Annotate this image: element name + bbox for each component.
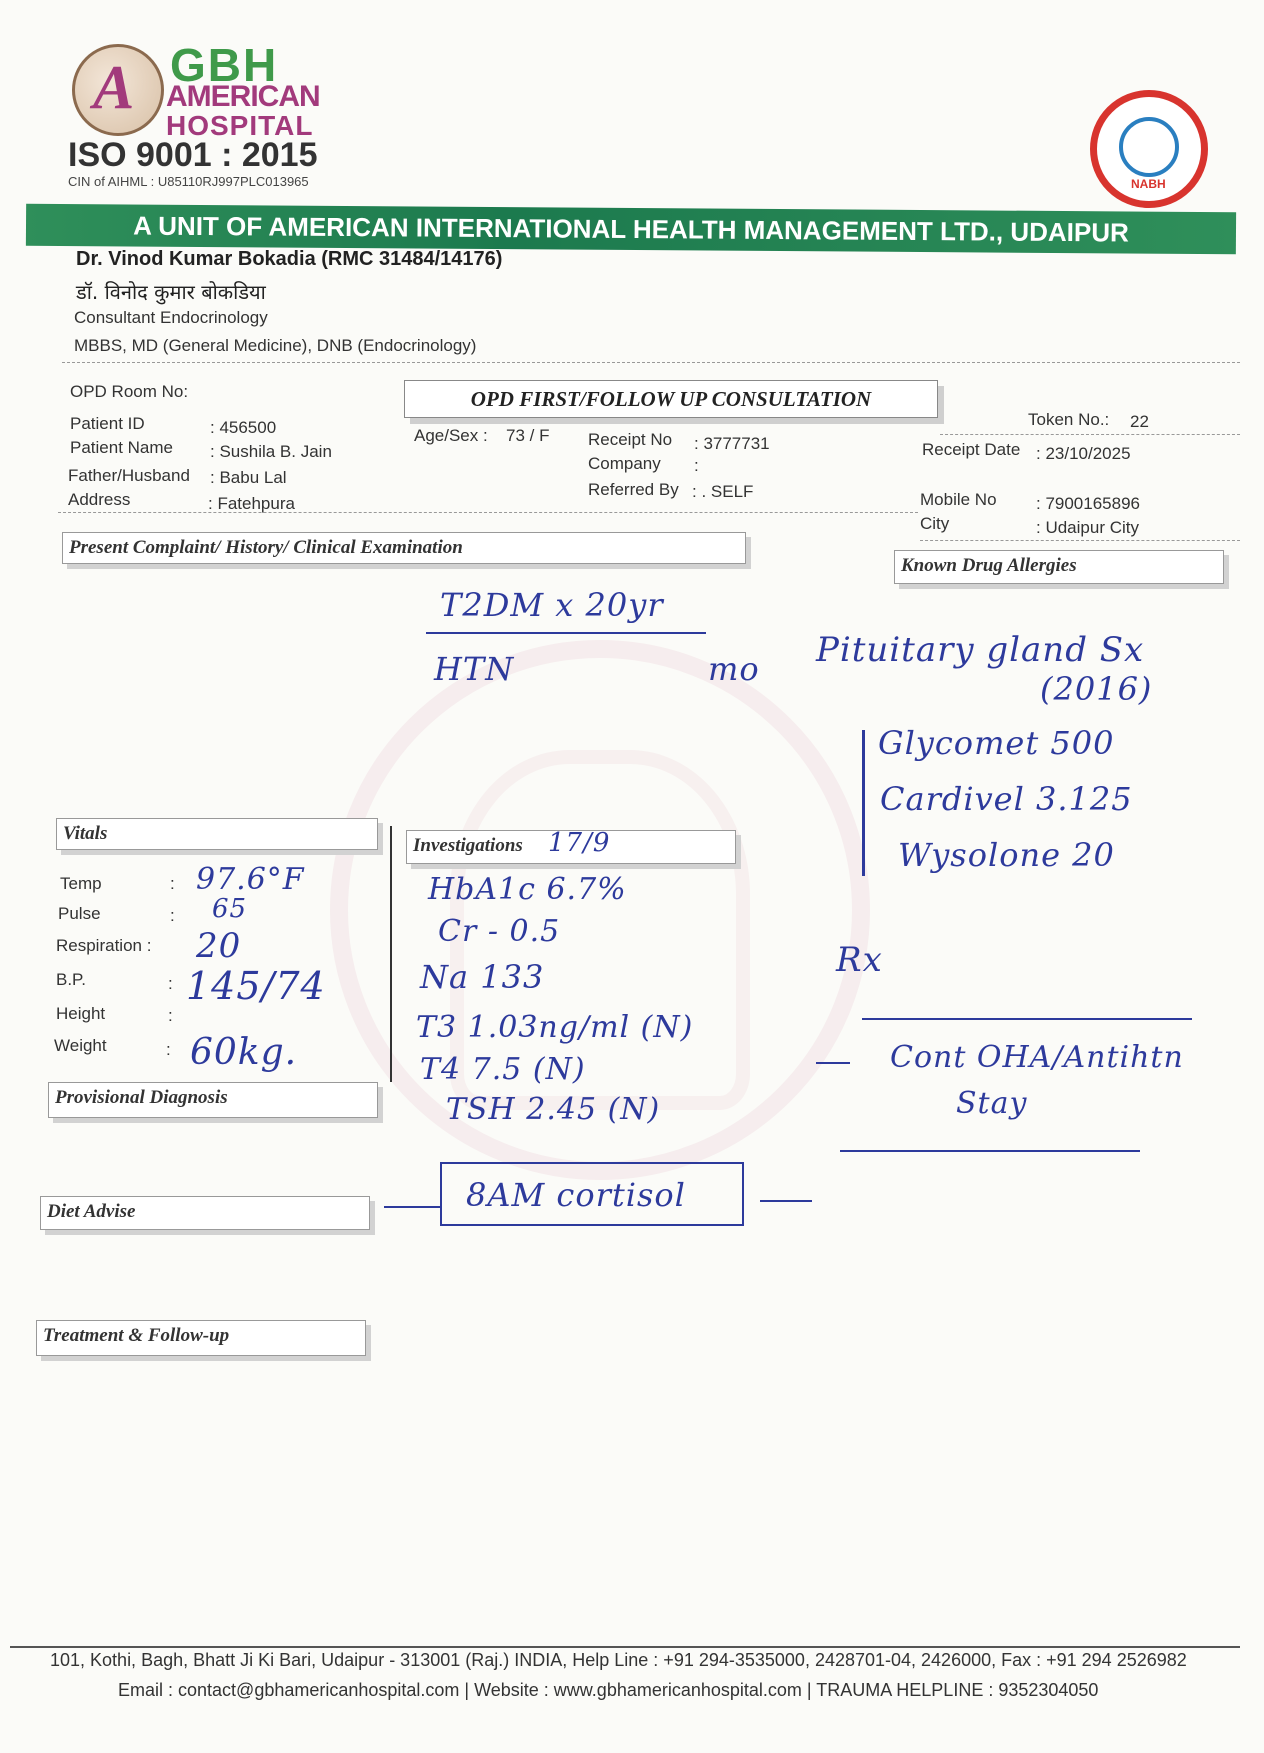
city-value: : Udaipur City xyxy=(1036,518,1139,537)
med-wysolone: Wysolone 20 xyxy=(898,836,1115,874)
company-label: Company xyxy=(588,454,661,473)
footer-divider xyxy=(10,1646,1240,1648)
underline xyxy=(426,632,706,634)
receipt-no-label: Receipt No xyxy=(588,430,673,449)
hospital-logo-globe xyxy=(72,44,164,136)
underline xyxy=(840,1150,1140,1152)
token-label: Token No.: xyxy=(1028,410,1110,429)
rx-symbol: Rx xyxy=(836,940,883,980)
doctor-name: Dr. Vinod Kumar Bokadia (RMC 31484/14176) xyxy=(76,248,503,270)
weight-label: Weight xyxy=(54,1036,107,1055)
doctor-degrees: MBBS, MD (General Medicine), DNB (Endocrinology) xyxy=(74,336,477,355)
referred-by-value: : . SELF xyxy=(692,482,754,501)
opd-room-label: OPD Room No: xyxy=(70,382,189,401)
pulse-label: Pulse xyxy=(58,904,101,923)
nabh-label: NABH xyxy=(1131,177,1166,191)
age-sex-label: Age/Sex : xyxy=(414,426,488,445)
investigation-tsh: TSH 2.45 (N) xyxy=(446,1092,661,1127)
company-value: : xyxy=(694,456,699,475)
patient-id-value: : 456500 xyxy=(210,418,277,437)
pulse-value-handwritten: 65 xyxy=(212,894,248,924)
complaint-mo: mo xyxy=(708,650,760,688)
section-drug-allergies: Known Drug Allergies xyxy=(894,550,1224,584)
height-colon: : xyxy=(168,1006,173,1025)
city-label: City xyxy=(920,514,950,533)
pulse-colon: : xyxy=(170,906,175,925)
receipt-date-label: Receipt Date xyxy=(922,440,1021,459)
token-value: 22 xyxy=(1130,412,1149,431)
mobile-label: Mobile No xyxy=(920,490,997,509)
nabh-seal xyxy=(1090,90,1208,208)
logo-hospital-text: HOSPITAL xyxy=(166,110,314,141)
investigation-creatinine: Cr - 0.5 xyxy=(438,914,561,949)
patient-id-label: Patient ID xyxy=(70,414,145,433)
respiration-value-handwritten: 20 xyxy=(196,926,242,966)
med-cardivel: Cardivel 3.125 xyxy=(880,780,1133,818)
logo-gbh-text: GBH xyxy=(170,39,279,91)
referred-by-label: Referred By xyxy=(588,480,679,499)
father-label: Father/Husband xyxy=(68,466,190,485)
test-8am-cortisol: 8AM cortisol xyxy=(466,1176,686,1214)
advice-continue-oha: Cont OHA/Antihtn xyxy=(890,1040,1184,1075)
vitals-investigations-divider xyxy=(390,826,392,1082)
form-title: OPD FIRST/FOLLOW UP CONSULTATION xyxy=(404,380,938,418)
complaint-htn: HTN xyxy=(434,650,515,688)
section-investigations: Investigations xyxy=(406,830,736,864)
logo-american-text: AMERICAN xyxy=(166,80,320,113)
section-vitals: Vitals xyxy=(56,818,378,850)
logo-mark: A xyxy=(93,54,135,122)
weight-value-handwritten: 60kg. xyxy=(190,1032,298,1073)
temp-label: Temp xyxy=(60,874,102,893)
section-diet-advise: Diet Advise xyxy=(40,1196,370,1230)
age-sex-value: 73 / F xyxy=(506,426,550,445)
weight-colon: : xyxy=(166,1040,171,1059)
complaint-pituitary: Pituitary gland Sx xyxy=(816,630,1145,670)
temp-value-handwritten: 97.6°F xyxy=(196,862,305,897)
address-label: Address xyxy=(68,490,131,509)
bp-colon: : xyxy=(168,974,173,993)
med-bracket xyxy=(862,730,865,876)
bp-label: B.P. xyxy=(56,970,86,989)
doctor-name-hindi: डॉ. विनोद कुमार बोकडिया xyxy=(76,280,266,304)
med-glycomet: Glycomet 500 xyxy=(878,724,1115,762)
patient-name-label: Patient Name xyxy=(70,438,173,457)
divider xyxy=(58,512,918,513)
iso-certification: ISO 9001 : 2015 xyxy=(68,136,318,174)
underline xyxy=(862,1018,1192,1020)
advice-stay: Stay xyxy=(956,1086,1028,1121)
investigation-sodium: Na 133 xyxy=(420,958,545,996)
investigation-t4: T4 7.5 (N) xyxy=(420,1052,586,1087)
address-value: : Fatehpura xyxy=(208,494,295,513)
mobile-value: : 7900165896 xyxy=(1036,494,1140,513)
divider xyxy=(62,362,1240,363)
divider xyxy=(940,434,1240,435)
investigation-t3: T3 1.03ng/ml (N) xyxy=(416,1010,694,1045)
unit-banner: A UNIT OF AMERICAN INTERNATIONAL HEALTH MANAGEMENT LTD., UDAIPUR xyxy=(26,204,1236,254)
father-value: : Babu Lal xyxy=(210,468,287,487)
temp-colon: : xyxy=(170,874,175,893)
receipt-date-value: : 23/10/2025 xyxy=(1036,444,1131,463)
divider xyxy=(920,540,1240,541)
section-treatment: Treatment & Follow-up xyxy=(36,1320,366,1356)
respiration-label: Respiration : xyxy=(56,936,152,955)
arrow-line xyxy=(760,1200,812,1202)
nabh-seal-icon xyxy=(1119,117,1179,177)
investigation-date: 17/9 xyxy=(548,828,611,858)
section-provisional-diagnosis: Provisional Diagnosis xyxy=(48,1082,378,1118)
cin-number: CIN of AIHML : U85110RJ997PLC013965 xyxy=(68,174,309,189)
footer-contact: Email : contact@gbhamericanhospital.com | Website : www.gbhamericanhospital.com | TRAUMA HELPLINE : 9352304050 xyxy=(118,1680,1099,1700)
arrow-line xyxy=(384,1206,440,1208)
dash xyxy=(816,1062,850,1064)
complaint-year: (2016) xyxy=(1040,670,1153,708)
patient-name-value: : Sushila B. Jain xyxy=(210,442,332,461)
section-complaint: Present Complaint/ History/ Clinical Examination xyxy=(62,532,746,564)
complaint-diabetes: T2DM x 20yr xyxy=(440,586,664,624)
bp-value-handwritten: 145/74 xyxy=(186,964,326,1008)
investigation-hba1c: HbA1c 6.7% xyxy=(428,872,627,907)
height-label: Height xyxy=(56,1004,106,1023)
receipt-no-value: : 3777731 xyxy=(694,434,770,453)
footer-address: 101, Kothi, Bagh, Bhatt Ji Ki Bari, Udaipur - 313001 (Raj.) INDIA, Help Line : +91 294-3535000, 2428701-04, 2426000, Fax : +91 294 2526982 xyxy=(50,1650,1187,1670)
doctor-specialty: Consultant Endocrinology xyxy=(74,308,268,327)
